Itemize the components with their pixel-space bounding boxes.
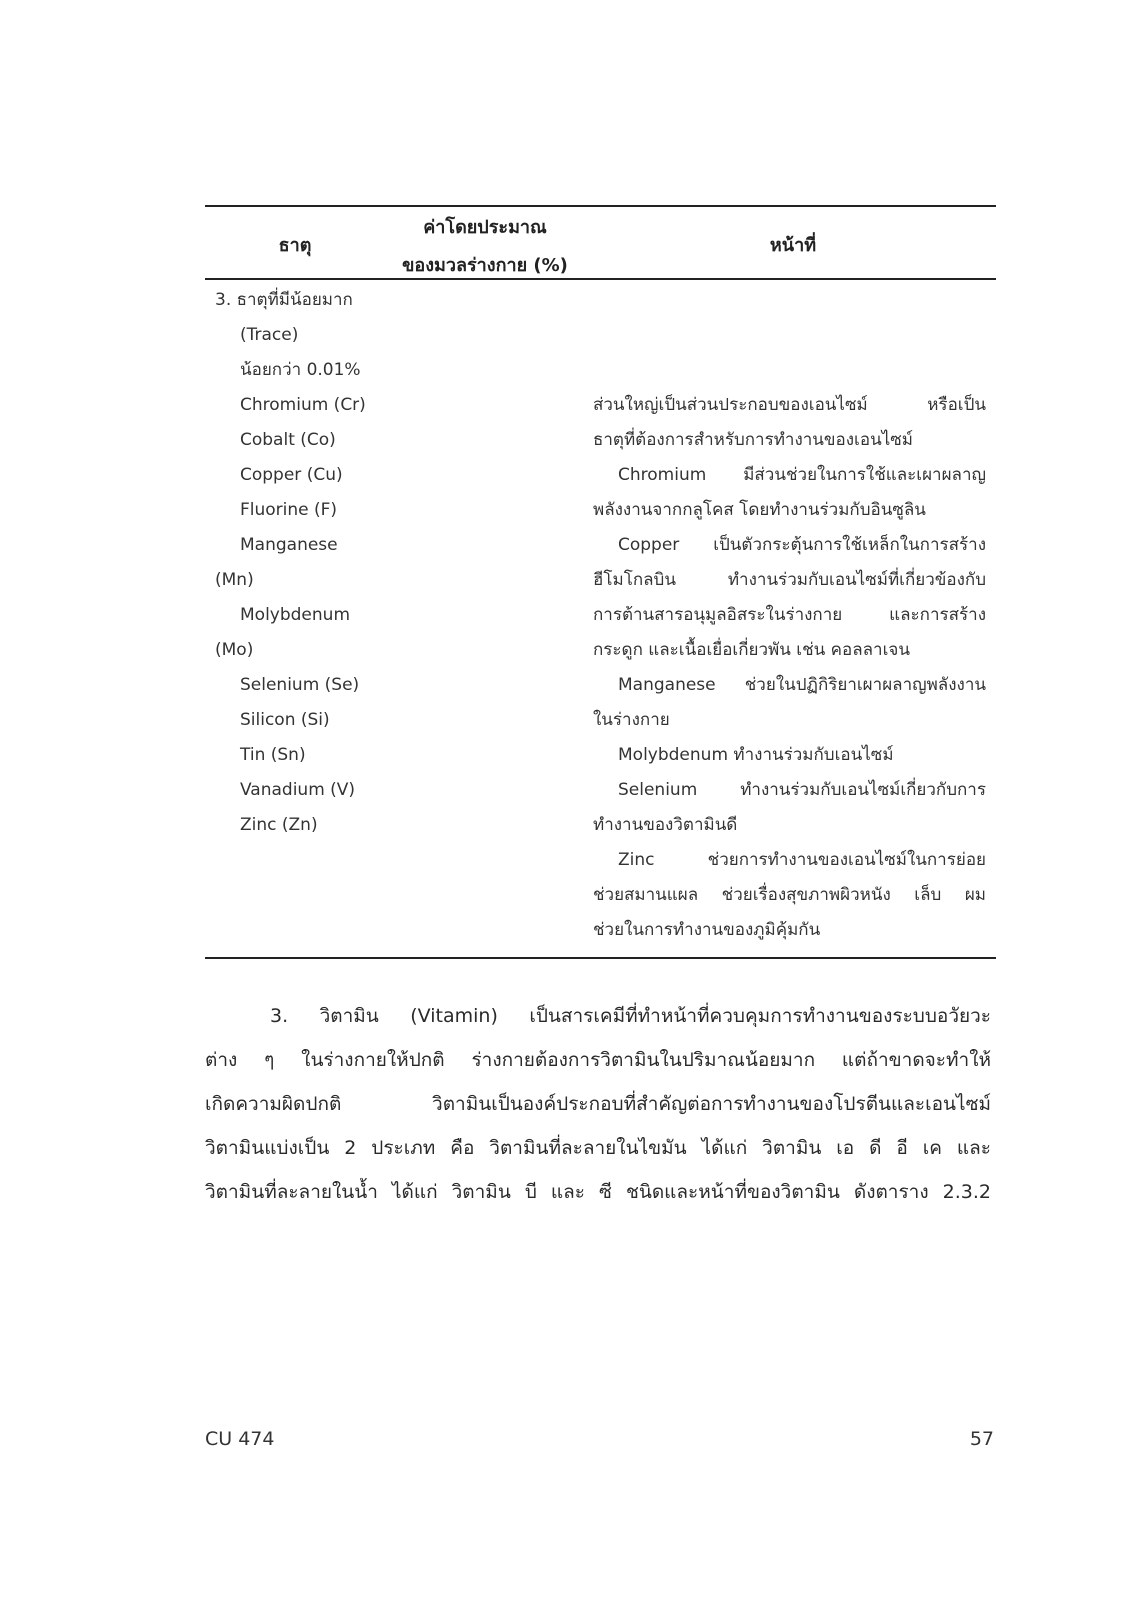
function-line: Zinc ช่วยการทำงานของเอนไซม์ในการย่อย xyxy=(618,850,986,870)
function-line: Selenium ทำงานร่วมกับเอนไซม์เกี่ยวกับการ xyxy=(618,780,986,800)
element-line: Copper (Cu) xyxy=(240,465,343,485)
element-line: Chromium (Cr) xyxy=(240,395,366,415)
paragraph-line: ต่าง ๆ ในร่างกายให้ปกติ ร่างกายต้องการวิตามินในปริมาณน้อยมาก แต่ถ้าขาดจะทำให้ xyxy=(205,1049,991,1071)
function-line: พลังงานจากกลูโคส โดยทำงานร่วมกับอินซูลิน xyxy=(593,500,926,520)
function-line: Molybdenum ทำงานร่วมกับเอนไซม์ xyxy=(618,745,894,765)
function-line: กระดูก และเนื้อเยื่อเกี่ยวพัน เช่น คอลลาเจน xyxy=(593,640,910,660)
element-line: Tin (Sn) xyxy=(240,745,306,765)
function-line: Manganese ช่วยในปฏิกิริยาเผาผลาญพลังงาน xyxy=(618,675,986,695)
header-amount-line1: ค่าโดยประมาณ xyxy=(423,217,547,238)
element-line: (Mo) xyxy=(215,640,254,660)
function-line: ในร่างกาย xyxy=(593,710,670,730)
element-line: Zinc (Zn) xyxy=(240,815,318,835)
element-line: Silicon (Si) xyxy=(240,710,330,730)
paragraph-line: วิตามินที่ละลายในน้ำ ได้แก่ วิตามิน บี และ ซี ชนิดและหน้าที่ของวิตามิน ดังตาราง 2.3.2 xyxy=(205,1181,991,1203)
function-line: ทำงานของวิตามินดี xyxy=(593,815,738,835)
element-line: 3. ธาตุที่มีน้อยมาก xyxy=(215,290,353,310)
function-line: ธาตุที่ต้องการสำหรับการทำงานของเอนไซม์ xyxy=(593,430,913,450)
element-line: Fluorine (F) xyxy=(240,500,338,520)
table-bottom-rule xyxy=(205,957,996,959)
element-line: Cobalt (Co) xyxy=(240,430,336,450)
paragraph-line: 3. วิตามิน (Vitamin) เป็นสารเคมีที่ทำหน้าที่ควบคุมการทำงานของระบบอวัยวะ xyxy=(270,1005,991,1027)
table-header-rule xyxy=(205,278,996,280)
element-line: Manganese xyxy=(240,535,338,555)
function-line: การต้านสารอนุมูลอิสระในร่างกาย และการสร้าง xyxy=(593,605,986,625)
function-line: ช่วยในการทำงานของภูมิคุ้มกัน xyxy=(593,920,821,940)
function-line: ฮีโมโกลบิน ทำงานร่วมกับเอนไซม์ที่เกี่ยวข้องกับ xyxy=(593,570,986,590)
footer-course-code: CU 474 xyxy=(205,1428,275,1450)
paragraph-line: วิตามินแบ่งเป็น 2 ประเภท คือ วิตามินที่ละลายในไขมัน ได้แก่ วิตามิน เอ ดี อี เค และ xyxy=(205,1137,991,1159)
element-line: (Mn) xyxy=(215,570,254,590)
paragraph-line: เกิดความผิดปกติ วิตามินเป็นองค์ประกอบที่สำคัญต่อการทำงานของโปรตีนและเอนไซม์ xyxy=(205,1093,991,1115)
function-line: ช่วยสมานแผล ช่วยเรื่องสุขภาพผิวหนัง เล็บ ผม xyxy=(593,885,986,905)
page-number: 57 xyxy=(969,1428,994,1450)
element-line: Selenium (Se) xyxy=(240,675,360,695)
element-line: Vanadium (V) xyxy=(240,780,356,800)
function-line: ส่วนใหญ่เป็นส่วนประกอบของเอนไซม์ หรือเป็น xyxy=(593,395,986,415)
header-amount-line2: ของมวลร่างกาย (%) xyxy=(402,255,568,276)
header-function: หน้าที่ xyxy=(769,235,817,256)
table-top-rule xyxy=(205,205,996,207)
function-line: Chromium มีส่วนช่วยในการใช้และเผาผลาญ xyxy=(618,465,986,485)
header-element: ธาตุ xyxy=(278,235,312,256)
element-line: Molybdenum xyxy=(240,605,351,625)
element-line: (Trace) xyxy=(240,325,299,345)
function-line: Copper เป็นตัวกระตุ้นการใช้เหล็กในการสร้าง xyxy=(618,535,986,555)
element-line: น้อยกว่า 0.01% xyxy=(240,360,361,380)
